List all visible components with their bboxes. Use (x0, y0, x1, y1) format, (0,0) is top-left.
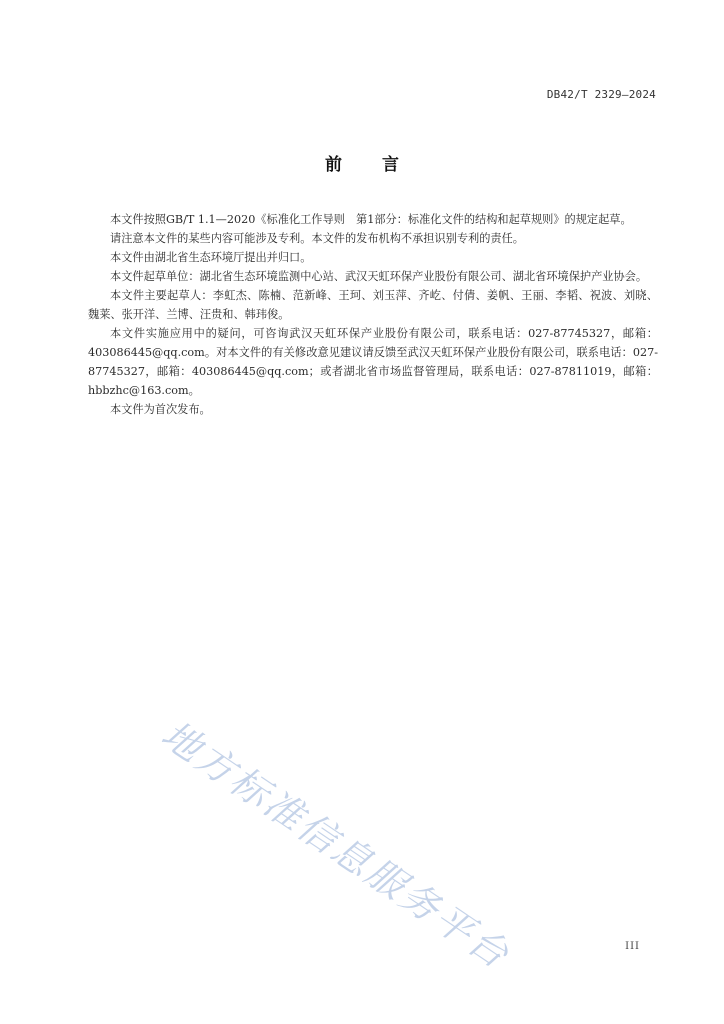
paragraph-drafting-units: 本文件起草单位：湖北省生态环境监测中心站、武汉天虹环保产业股份有限公司、湖北省环境保护产业协会。 (110, 270, 648, 283)
paragraph-contact: 本文件实施应用中的疑问，可咨询武汉天虹环保产业股份有限公司，联系电话：027-87745327，邮箱：403086445@qq.com。对本文件的有关修改意见建议请反馈至武汉天虹环保产业股份有限公司，联系电话：027-87745327，邮箱：403086445@qq.com；或者湖北省市场监督管理局，联系电话：027-87811019，邮箱：hbbzhc@163.com。 (88, 327, 658, 397)
paragraph-proposer: 本文件由湖北省生态环境厅提出并归口。 (110, 251, 312, 264)
page-number: III (625, 941, 640, 952)
page-title: 前言 (325, 155, 439, 175)
preface-body (88, 210, 658, 419)
paragraph-first-release: 本文件为首次发布。 (110, 403, 211, 416)
paragraph-patent-notice: 请注意本文件的某些内容可能涉及专利。本文件的发布机构不承担识别专利的责任。 (110, 232, 524, 245)
watermark: 地方标准信息服务平台 (153, 712, 519, 978)
paragraph-drafters: 本文件主要起草人：李虹杰、陈楠、范新峰、王珂、刘玉萍、齐屹、付倩、姜帆、王丽、李韬、祝波、刘晓、魏莱、张开洋、兰博、汪贵和、韩玮俊。 (88, 289, 658, 321)
paragraph-drafting-rules: 本文件按照GB/T 1.1—2020《标准化工作导则 第1部分：标准化文件的结构和起草规则》的规定起草。 (110, 213, 632, 226)
document-code: DB42/T 2329—2024 (546, 88, 656, 101)
